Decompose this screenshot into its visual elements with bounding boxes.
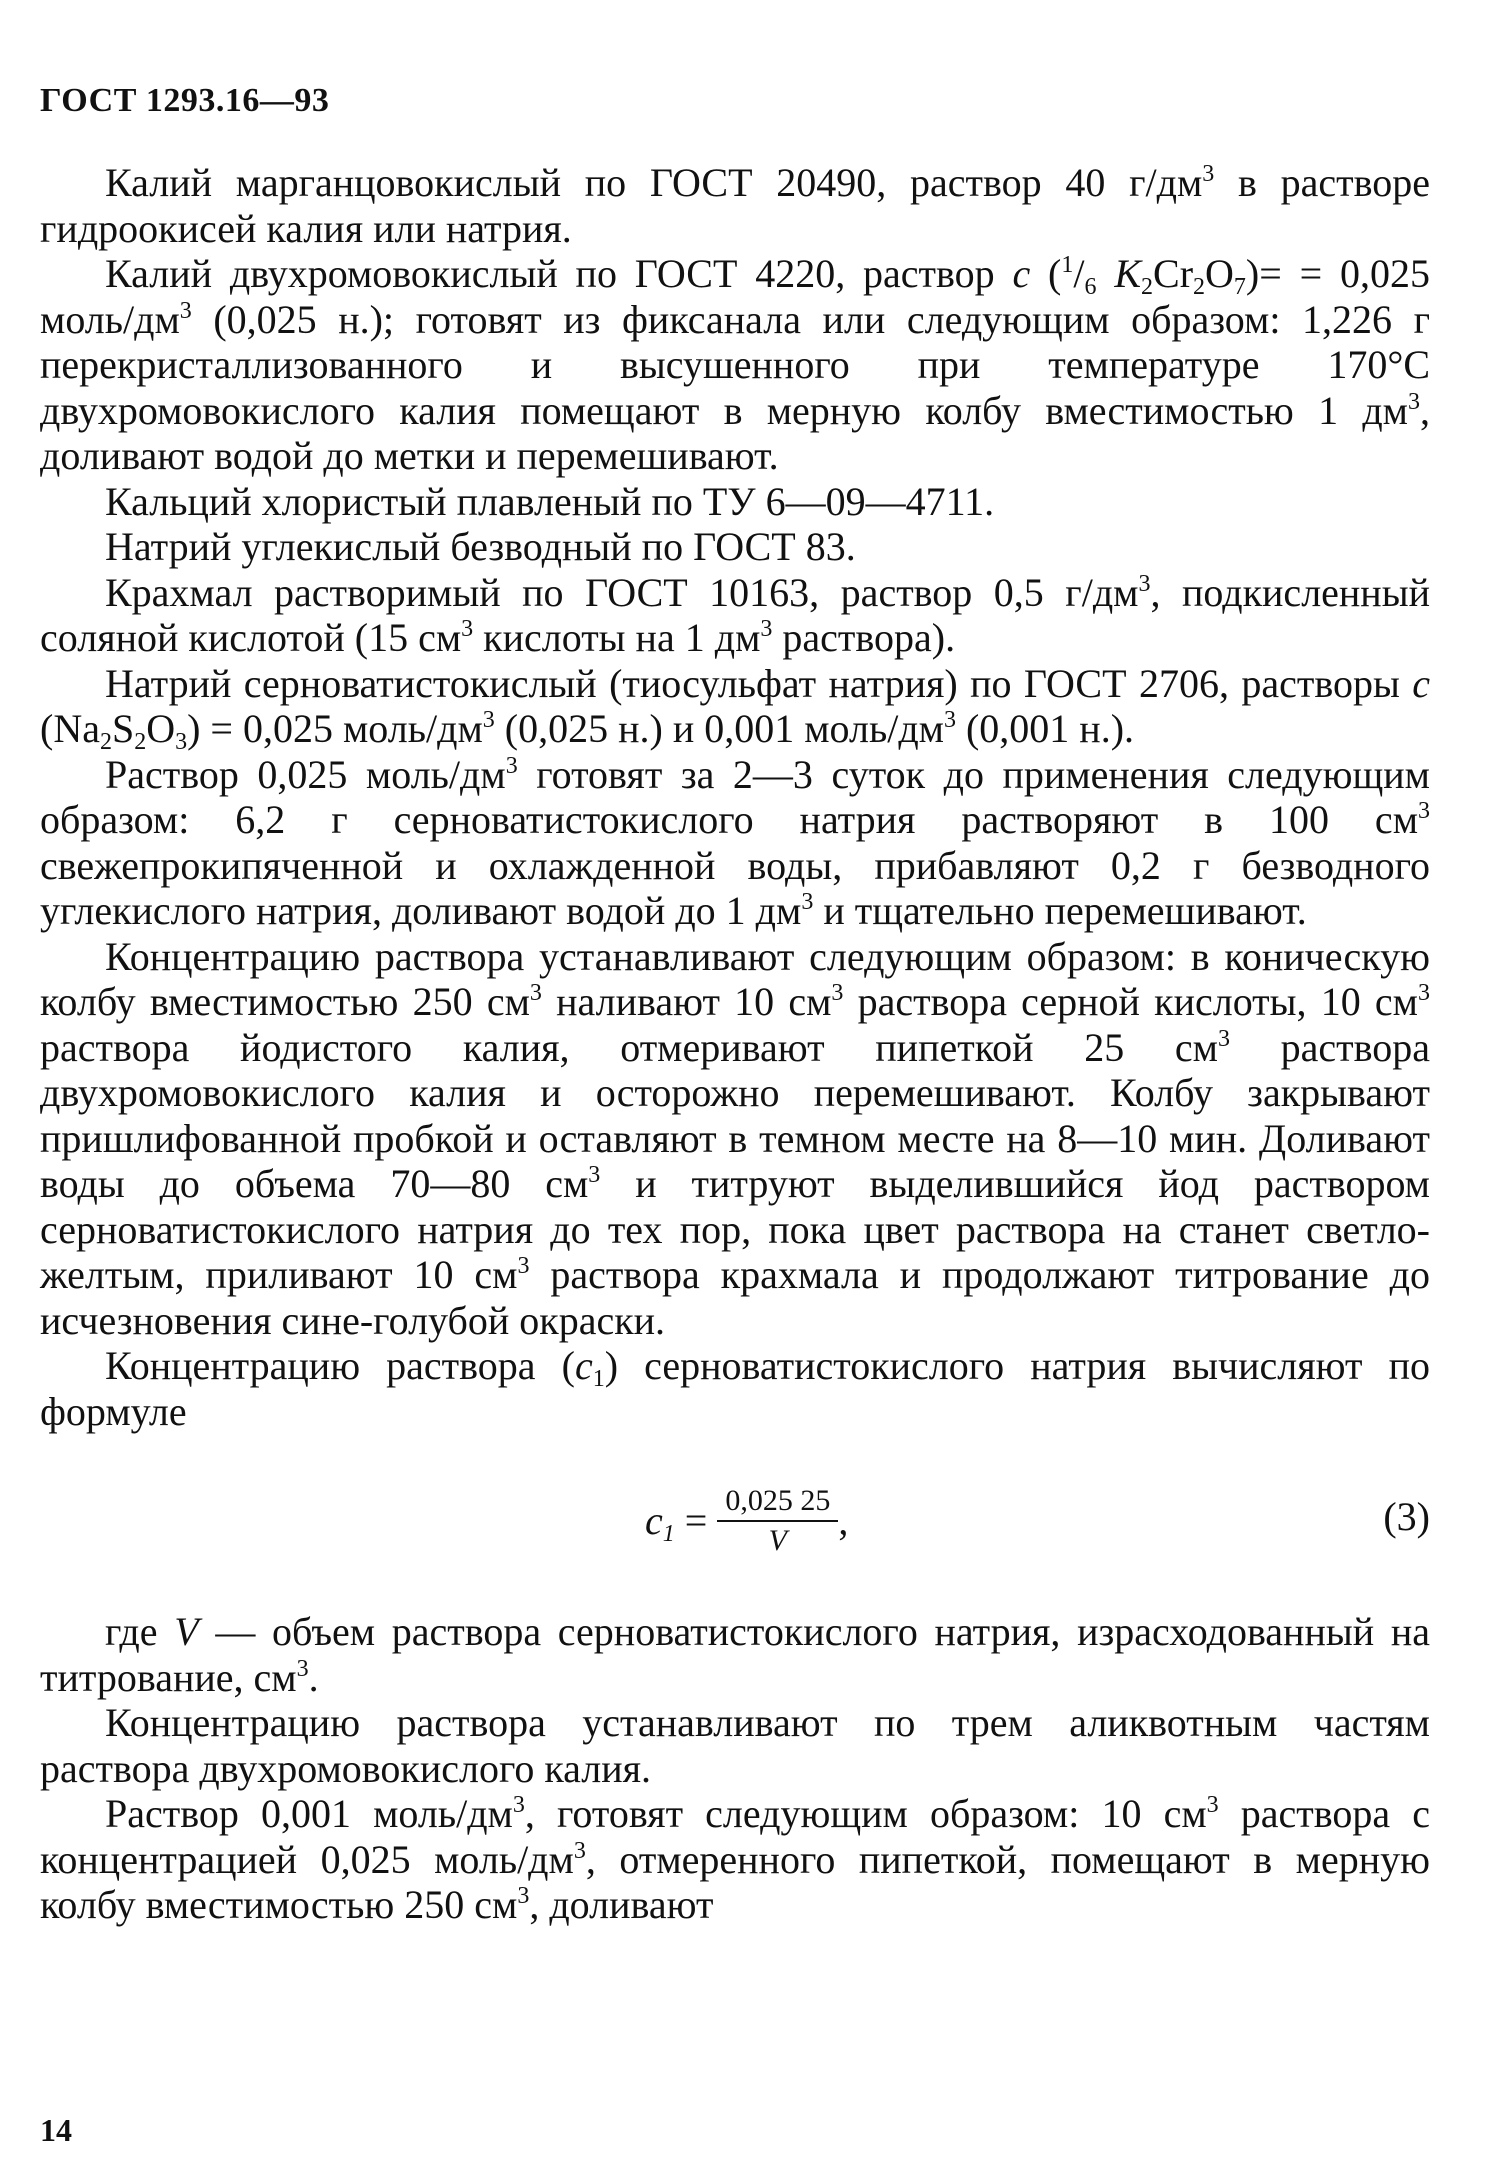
- paragraph-starch: Крахмал растворимый по ГОСТ 10163, раствор 0,5 $г/дм^3$, подкисленный соляной кислотой (15 $см^3$ кислоты на 1 $дм^3$ раствора).: [40, 569, 1430, 660]
- formula-equals: =: [684, 1498, 708, 1544]
- paragraph-concentration-procedure: Концентрацию раствора устанавливают следующим образом: в коническую колбу вместимостью 250 $см^3$ наливают 10 $см^3$ раствора серной кислоты, 10 $см^3$ раствора йодистого калия, отмеривают пипеткой 25 $см^3$ раствора двухромовокислого калия и осторожно перемешивают. Колбу закрывают пришлифованной пробкой и оставляют в темном месте на 8—10 мин. Доливают воды до объема 70—80 $см^3$ и титруют выделившийся йод раствором серноватистокислого натрия до тех пор, пока цвет раствора на станет светло-желтым, приливают 10 $см^3$ раствора крахмала и продолжают титрование до исчезновения сине-голубой окраски.: [40, 933, 1431, 1343]
- formula-number: (3): [1383, 1494, 1430, 1539]
- page-number: 14: [40, 2112, 72, 2148]
- paragraph-potassium-dichromate: Калий двухромовокислый по ГОСТ 4220, раствор c ($^1/_6$ $K_2Cr_2O_7)= = 0,025$ моль/$дм^3$ (0,025 н.); готовят из фиксанала или следующим образом: 1,226 г перекристаллизованного и высушенного при температуре 170°С двухромовокислого калия помещают в мерную колбу вместимостью 1 $дм^3$, доливают водой до метки и перемешивают.: [40, 251, 1431, 478]
- paragraph-formula-intro: Концентрацию раствора $(c_1)$ серноватистокислого натрия вычисляют по формуле: [40, 1343, 1430, 1434]
- formula-block: [40, 1434, 1430, 1609]
- paragraph-sodium-carbonate: Натрий углекислый безводный по ГОСТ 83.: [105, 524, 856, 569]
- formula-trailing-comma: ,: [838, 1498, 849, 1544]
- document-header: ГОСТ 1293.16—93: [40, 82, 330, 119]
- paragraph-dilute-solution: Раствор 0,001 моль/$дм^3$, готовят следующим образом: 10 $см^3$ раствора с концентрацией 0,025 моль/$дм^3$, отмеренного пипеткой, помещают в мерную колбу вместимостью 250 $см^3$, доливают: [40, 1791, 1430, 1927]
- formula: [645, 1484, 848, 1558]
- paragraph-aliquot: Концентрацию раствора устанавливают по трем аликвотным частям раствора двухромовокислого калия.: [40, 1700, 1430, 1791]
- paragraph-where-v: где V — объем раствора серноватистокислого натрия, израсходованный на титрование, $см^3$.: [40, 1609, 1430, 1700]
- paragraph-potassium-permanganate: Калий марганцовокислый по ГОСТ 20490, раствор 40 $г/дм^3$ в растворе гидроокисей калия или натрия.: [40, 160, 1430, 251]
- formula-lhs: $c_1$: [645, 1498, 675, 1548]
- document-body: [40, 160, 1430, 1928]
- paragraph-solution-preparation: Раствор 0,025 моль/$дм^3$ готовят за 2—3 суток до применения следующим образом: 6,2 г серноватистокислого натрия растворяют в 100 $см^3$ свежепрокипяченной и охлажденной воды, прибавляют 0,2 г безводного углекислого натрия, доливают водой до 1 $дм^3$ и тщательно перемешивают.: [40, 751, 1430, 933]
- paragraph-sodium-thiosulfate: Натрий серноватистокислый (тиосульфат натрия) по ГОСТ 2706, растворы c $(Na_2S_2O_3) = 0,025$ моль/$дм^3$ (0,025 н.) и 0,001 моль/$дм^3$ (0,001 н.).: [40, 660, 1430, 755]
- formula-denominator: V: [768, 1524, 787, 1557]
- formula-fraction: [717, 1484, 838, 1558]
- paragraph-calcium-chloride: Кальций хлористый плавленый по ТУ 6—09—4711.: [105, 478, 995, 524]
- formula-numerator: 0,025 25: [717, 1484, 838, 1522]
